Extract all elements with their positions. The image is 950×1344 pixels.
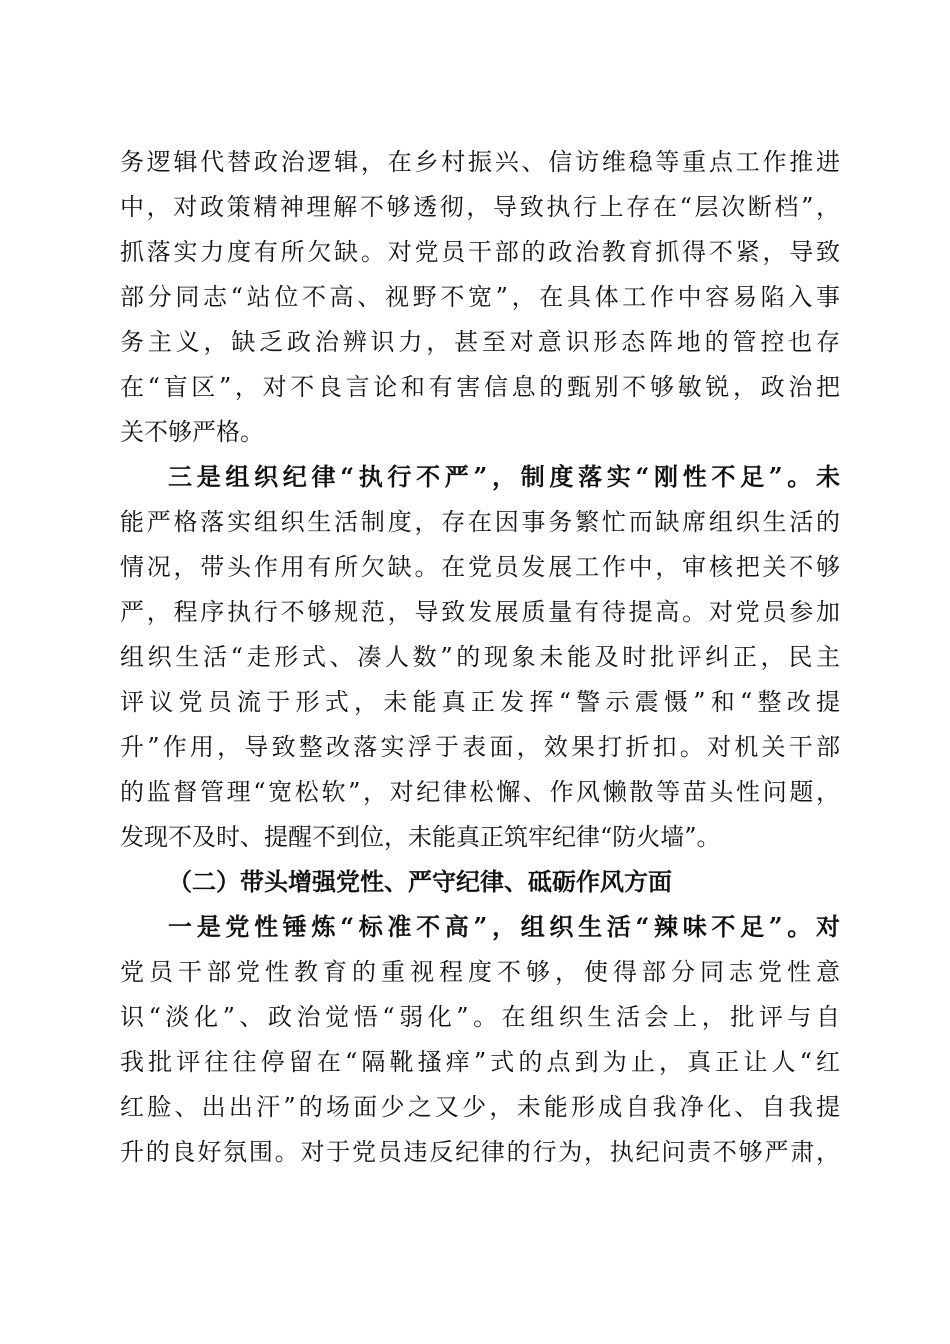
paragraph-line: 评议党员流于形式，未能真正发挥“警示震慑”和“整改提 bbox=[120, 688, 840, 716]
paragraph-line: 抓落实力度有所欠缺。对党员干部的政治教育抓得不紧，导致 bbox=[120, 238, 840, 266]
paragraph-line: 关不够严格。 bbox=[120, 418, 264, 446]
paragraph-line: 组织生活“走形式、凑人数”的现象未能及时批评纠正，民主 bbox=[120, 643, 840, 671]
subsection-title: （二）带头增强党性、严守纪律、砥砺作风方面 bbox=[168, 867, 672, 896]
paragraph-line: 部分同志“站位不高、视野不宽”，在具体工作中容易陷入事 bbox=[120, 283, 840, 311]
paragraph-line: 升的良好氛围。对于党员违反纪律的行为，执纪问责不够严肃， bbox=[120, 1138, 840, 1166]
section-heading-line: 一是党性锤炼“标准不高”，组织生活“辣味不足”。对 bbox=[168, 912, 840, 941]
paragraph-line: 务主义，缺乏政治辨识力，甚至对意识形态阵地的管控也存 bbox=[120, 328, 840, 356]
paragraph-line: 我批评往往停留在“隔靴搔痒”式的点到为止，真正让人“红 bbox=[120, 1048, 840, 1076]
paragraph-line: 情况，带头作用有所欠缺。在党员发展工作中，审核把关不够 bbox=[120, 553, 840, 581]
section-heading-line: 三是组织纪律“执行不严”，制度落实“刚性不足”。未 bbox=[168, 462, 840, 491]
paragraph-line: 升”作用，导致整改落实浮于表面，效果打折扣。对机关干部 bbox=[120, 733, 840, 761]
paragraph-line: 严，程序执行不够规范，导致发展质量有待提高。对党员参加 bbox=[120, 598, 840, 626]
paragraph-line: 在“盲区”，对不良言论和有害信息的甄别不够敏锐，政治把 bbox=[120, 373, 840, 401]
paragraph-line: 发现不及时、提醒不到位，未能真正筑牢纪律“防火墙”。 bbox=[120, 823, 721, 851]
paragraph-line: 务逻辑代替政治逻辑，在乡村振兴、信访维稳等重点工作推进 bbox=[120, 148, 840, 176]
paragraph-line: 红脸、出出汗”的场面少之又少，未能形成自我净化、自我提 bbox=[120, 1093, 840, 1121]
paragraph-line: 能严格落实组织生活制度，存在因事务繁忙而缺席组织生活的 bbox=[120, 508, 840, 536]
paragraph-line: 党员干部党性教育的重视程度不够，使得部分同志党性意 bbox=[120, 958, 840, 986]
paragraph-line: 中，对政策精神理解不够透彻，导致执行上存在“层次断档”， bbox=[120, 193, 840, 221]
paragraph-line: 的监督管理“宽松软”，对纪律松懈、作风懒散等苗头性问题， bbox=[120, 778, 840, 806]
paragraph-line: 识“淡化”、政治觉悟“弱化”。在组织生活会上，批评与自 bbox=[120, 1003, 840, 1031]
